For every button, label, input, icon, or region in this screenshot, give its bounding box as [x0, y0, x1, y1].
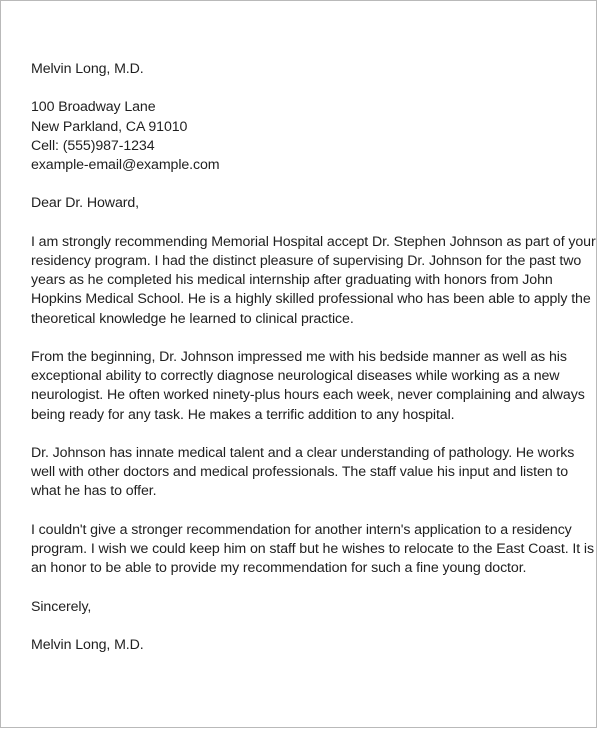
signature-name: Melvin Long, M.D.: [31, 636, 144, 653]
spacer: [31, 578, 579, 597]
paragraph-line: neurologist. He often worked ninety-plus hours each week, never complaining and always: [31, 387, 585, 404]
spacer: [31, 214, 579, 233]
paragraph-line: residency program. I had the distinct pleasure of supervising Dr. Johnson for the past two: [31, 252, 582, 269]
paragraph-line: an honor to be able to provide my recommendation for such a fine young doctor.: [31, 560, 527, 577]
spacer: [31, 175, 579, 194]
body-paragraph-4: [31, 521, 594, 579]
salutation: Dear Dr. Howard,: [31, 195, 139, 212]
paragraph-line: what he has to offer.: [31, 483, 157, 500]
sender-address-line1: 100 Broadway Lane: [31, 99, 156, 116]
sender-address-block: [31, 98, 579, 175]
recommendation-letter: [31, 60, 596, 655]
paragraph-line: theoretical knowledge he learned to clinical practice.: [31, 310, 354, 327]
sender-address-line2: New Parkland, CA 91010: [31, 118, 188, 135]
sender-email: example-email@example.com: [31, 157, 220, 173]
paragraph-line: exceptional ability to correctly diagnose neurological diseases while working as a new: [31, 368, 560, 385]
body-paragraph-2: [31, 348, 585, 425]
paragraph-line: Hopkins Medical School. He is a highly skilled professional who has been able to apply the: [31, 291, 591, 308]
sender-phone: Cell: (555)987-1234: [31, 137, 155, 154]
closing: Sincerely,: [31, 598, 92, 615]
paragraph-line: being ready for any task. He makes a terrific addition to any hospital.: [31, 406, 455, 423]
paragraph-line: program. I wish we could keep him on staff but he wishes to relocate to the East Coast. It is: [31, 540, 594, 557]
spacer: [31, 502, 579, 521]
paragraph-line: I am strongly recommending Memorial Hospital accept Dr. Stephen Johnson as part of your: [31, 233, 596, 250]
paragraph-line: From the beginning, Dr. Johnson impressed me with his bedside manner as well as his: [31, 348, 567, 365]
spacer: [31, 329, 579, 348]
paragraph-line: well with other doctors and medical professionals. The staff value his input and listen to: [31, 464, 568, 481]
paragraph-line: Dr. Johnson has innate medical talent and a clear understanding of pathology. He works: [31, 444, 575, 461]
body-paragraph-3: [31, 444, 579, 502]
paragraph-line: I couldn't give a stronger recommendation for another intern's application to a residency: [31, 521, 572, 538]
spacer: [31, 79, 579, 98]
spacer: [31, 425, 579, 444]
paragraph-line: years as he completed his medical internship after graduating with honors from John: [31, 272, 553, 289]
spacer: [31, 617, 579, 636]
body-paragraph-1: [31, 233, 596, 329]
sender-name: Melvin Long, M.D.: [31, 61, 144, 77]
